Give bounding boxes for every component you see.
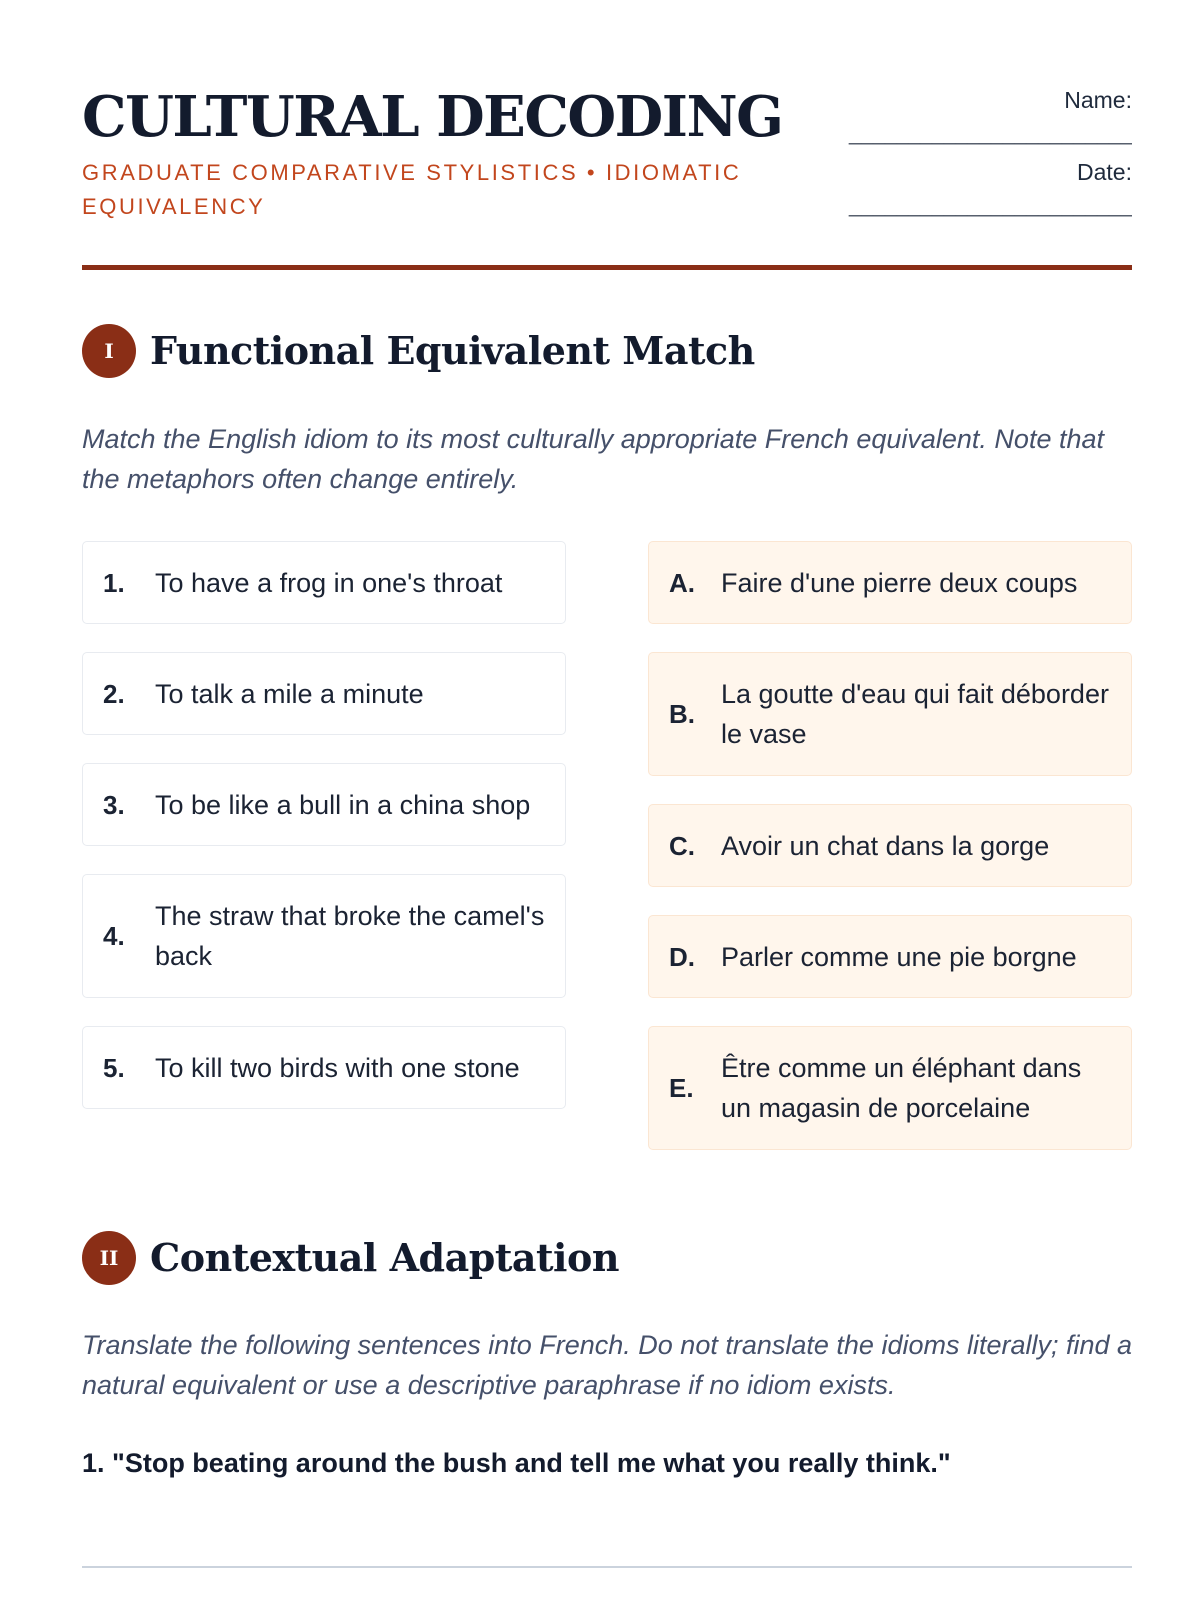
english-idiom-card[interactable]	[82, 763, 566, 846]
equivalent-text: Avoir un chat dans la gorge	[721, 830, 1050, 861]
page-subtitle: GRADUATE COMPARATIVE STYLISTICS • IDIOMATIC EQUIVALENCY	[82, 160, 742, 219]
name-field-line[interactable]: ________________________	[849, 119, 1132, 145]
idiom-text: To kill two birds with one stone	[155, 1052, 520, 1083]
date-label: Date:	[1077, 159, 1132, 185]
equivalent-text: Parler comme une pie borgne	[721, 941, 1077, 972]
equivalent-letter: E.	[669, 1073, 694, 1103]
idiom-number: 1.	[103, 567, 125, 598]
section-1-instructions: Match the English idiom to its most culturally appropriate French equivalent. Note that the metaphors often change entirely.	[82, 424, 1105, 494]
idiom-number: 4.	[103, 921, 125, 951]
french-equivalent-card[interactable]	[648, 652, 1132, 776]
section-2-header	[82, 1231, 1132, 1287]
french-equivalent-card[interactable]	[648, 915, 1132, 998]
section-1-badge: I	[82, 324, 136, 378]
equivalent-text: Faire d'une pierre deux coups	[721, 567, 1078, 598]
equivalent-letter: C.	[669, 830, 695, 861]
equivalent-letter: B.	[669, 699, 695, 729]
idiom-number: 3.	[103, 789, 125, 820]
idiom-number: 5.	[103, 1052, 125, 1083]
english-idiom-card[interactable]	[82, 1026, 566, 1109]
header-divider	[82, 265, 1132, 270]
date-field-line[interactable]: ________________________	[849, 191, 1132, 217]
name-label: Name:	[1064, 87, 1132, 113]
student-info	[782, 84, 1132, 220]
page-title: CULTURAL DECODING	[82, 84, 783, 150]
idiom-text: To have a frog in one's throat	[155, 567, 503, 598]
english-idiom-card[interactable]	[82, 541, 566, 624]
french-equivalent-card[interactable]	[648, 804, 1132, 887]
section-2-badge: II	[82, 1231, 136, 1285]
translation-question: 1. "Stop beating around the bush and tell me what you really think."	[82, 1448, 951, 1478]
idiom-text: The straw that broke the camel's back	[155, 901, 545, 971]
french-equivalent-card[interactable]	[648, 1026, 1132, 1150]
english-idiom-card[interactable]	[82, 652, 566, 735]
equivalent-text: La goutte d'eau qui fait déborder le vase	[721, 679, 1109, 749]
equivalent-letter: D.	[669, 941, 695, 972]
idiom-number: 2.	[103, 678, 125, 709]
equivalent-letter: A.	[669, 567, 695, 598]
english-idiom-card[interactable]	[82, 874, 566, 998]
section-2-title: Contextual Adaptation	[150, 1235, 619, 1280]
idiom-text: To be like a bull in a china shop	[155, 789, 531, 820]
section-2-instructions: Translate the following sentences into French. Do not translate the idioms literally; find a natural equivalent or use a descriptive paraphrase if no idiom exists.	[82, 1330, 1133, 1400]
section-1-title: Functional Equivalent Match	[150, 328, 755, 373]
answer-line[interactable]	[82, 1566, 1132, 1568]
equivalent-text: Être comme un éléphant dans un magasin de porcelaine	[721, 1053, 1082, 1123]
french-equivalent-card[interactable]	[648, 541, 1132, 624]
idiom-text: To talk a mile a minute	[155, 678, 424, 709]
section-1-header	[82, 324, 1132, 380]
